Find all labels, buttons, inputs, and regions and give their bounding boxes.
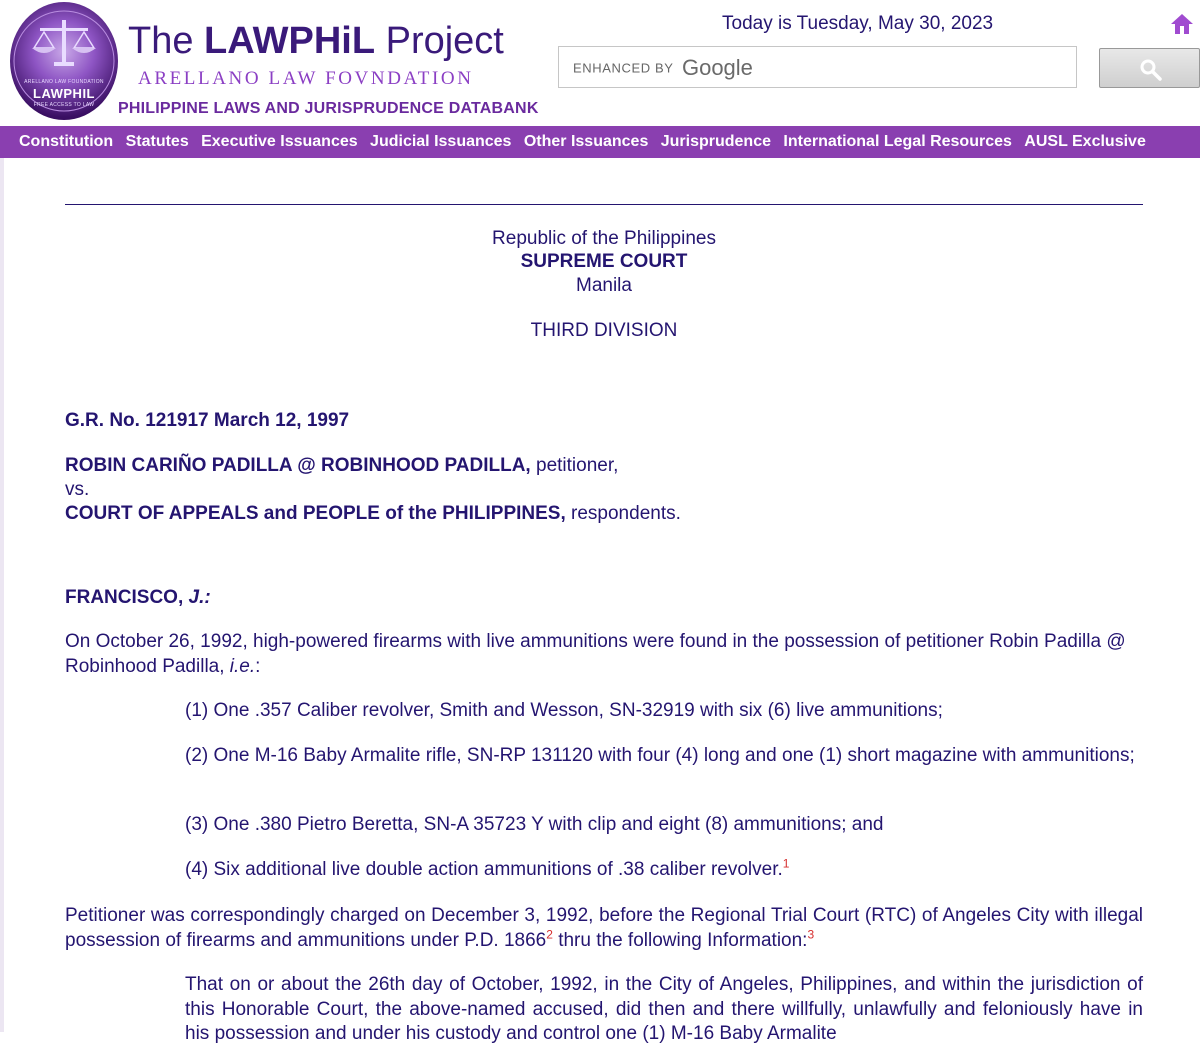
nav-jurisprudence[interactable]: Jurisprudence [660, 133, 771, 150]
respondents-line [65, 502, 1143, 527]
nav-executive-issuances[interactable]: Executive Issuances [201, 133, 358, 150]
list-item [185, 858, 1143, 883]
header-divider [65, 204, 1143, 205]
court-name: SUPREME COURT [520, 251, 688, 272]
paragraph-2-text-a: Petitioner was correspondingly charged on December 3, 1992, before the Regional Trial Court (RTC) of Angeles City with illegal possession of firearms and ammunitions under P.D. 1866 [65, 905, 1143, 951]
list-item: (1) One .357 Caliber revolver, Smith and Wesson, SN-32919 with six (6) live ammunitions; [185, 700, 943, 721]
division-label: THIRD DIVISION [530, 320, 678, 341]
case-number: G.R. No. 121917 March 12, 1997 [65, 410, 350, 431]
petitioner-line [65, 454, 1143, 479]
versus-label: vs. [65, 479, 90, 500]
nav-constitution[interactable]: Constitution [19, 133, 114, 150]
paragraph-1-text: On October 26, 1992, high-powered firearms with live ammunitions were found in the possession of petitioner Robin Padilla @ Robinhood Padilla, [65, 631, 1126, 677]
logo-ring-text: ARELLANO LAW FOUNDATION [24, 79, 104, 85]
list-item: (2) One M-16 Baby Armalite rifle, SN-RP 131120 with four (4) long and one (1) short magazine with ammunitions; [185, 745, 1135, 766]
paragraph-1 [65, 630, 1143, 679]
lawphil-logo[interactable] [10, 2, 118, 120]
paragraph-1-ie: i.e. [229, 655, 256, 677]
paragraph-2 [65, 904, 1143, 953]
page-left-border [0, 158, 4, 1032]
paragraph-2-text-b: thru the following Information: [552, 929, 808, 951]
brand-suffix: Project [385, 20, 504, 62]
main-nav [0, 126, 1200, 158]
ponente-line [65, 586, 1143, 611]
logo-name: LAWPHIL [33, 86, 95, 101]
nav-ausl-exclusive[interactable]: AUSL Exclusive [1024, 133, 1146, 150]
logo-motto: FREE ACCESS TO LAW [33, 102, 95, 108]
paragraph-1-end: : [255, 655, 261, 677]
brand-prefix: The [128, 20, 194, 62]
site-header [0, 0, 1200, 125]
information-quote: That on or about the 26th day of October, 1992, in the City of Angeles, Philippines, and within the jurisdiction of this Honorable Court, the above-named accused, did then and there willfully, unlawfully and feloniously have in his possession and under his custody and control one (1) M-16 Baby Armalite [185, 974, 1143, 1045]
nav-judicial-issuances[interactable]: Judicial Issuances [370, 133, 512, 150]
list-item: (3) One .380 Pietro Beretta, SN-A 35723 Y with clip and eight (8) ammunitions; and [185, 814, 884, 835]
brand-name: LAWPHiL [204, 20, 376, 62]
footnote-link-1[interactable]: 1 [782, 856, 790, 871]
today-date: Today is Tuesday, May 30, 2023 [722, 13, 994, 34]
ponente-title: J.: [183, 587, 211, 608]
respondents-role: respondents. [565, 503, 681, 524]
footnote-link-3[interactable]: 3 [807, 927, 815, 942]
court-city: Manila [576, 275, 632, 296]
brand-title[interactable] [128, 22, 504, 60]
search-button[interactable] [1099, 48, 1200, 88]
google-label: Google [681, 55, 753, 80]
brand-tagline: PHILIPPINE LAWS AND JURISPRUDENCE DATABANK [118, 100, 539, 117]
search-branding [573, 55, 753, 81]
list-item-text: (4) Six additional live double action ammunitions of .38 caliber revolver. [185, 859, 783, 880]
brand-subtitle: ARELLANO LAW FOVNDATION [138, 68, 474, 89]
nav-other-issuances[interactable]: Other Issuances [523, 133, 649, 150]
nav-international-legal-resources[interactable]: International Legal Resources [783, 133, 1012, 150]
enhanced-by-label: ENHANCED BY [573, 60, 674, 76]
search-input[interactable] [558, 46, 1077, 88]
nav-statutes[interactable]: Statutes [125, 133, 189, 150]
petitioner-name: ROBIN CARIÑO PADILLA @ ROBINHOOD PADILLA, [65, 455, 531, 476]
footnote-link-2[interactable]: 2 [546, 927, 553, 942]
search-icon [1140, 59, 1162, 81]
home-icon[interactable] [1170, 12, 1194, 36]
republic-line: Republic of the Philippines [492, 228, 716, 249]
ponente-name: FRANCISCO, [65, 587, 184, 608]
respondents-name: COURT OF APPEALS and PEOPLE of the PHILIPPINES, [65, 503, 566, 524]
petitioner-role: petitioner, [530, 455, 619, 476]
